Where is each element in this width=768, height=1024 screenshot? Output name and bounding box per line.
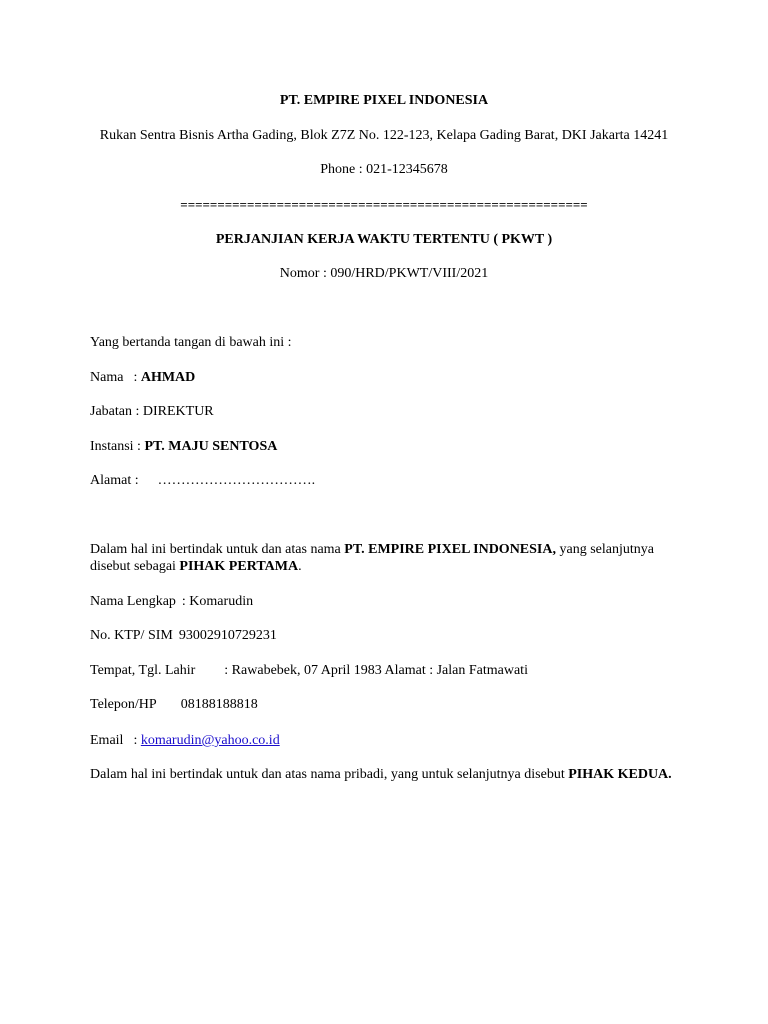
full-name-label: Nama Lengkap	[90, 594, 176, 609]
institution-label: Instansi :	[90, 439, 141, 454]
phone-label: Telepon/HP	[90, 697, 157, 712]
birth-value: : Rawabebek, 07 April 1983 Alamat : Jalan Fatmawati	[224, 663, 528, 678]
second-party-email-row	[90, 732, 280, 750]
second-party-name-row	[90, 593, 253, 611]
second-party-id-row	[90, 627, 277, 645]
email-link[interactable]: komarudin@yahoo.co.id	[140, 733, 280, 748]
phone-value: 08188188818	[180, 697, 258, 712]
document-number: Nomor : 090/HRD/PKWT/VIII/2021	[279, 266, 489, 281]
name-label: Nama	[90, 370, 124, 385]
first-party-name-row	[90, 369, 195, 387]
id-value: 93002910729231	[178, 628, 277, 643]
second-party-phone-row	[90, 696, 258, 714]
statement-mid: yang selanjutnya disebut sebagai	[90, 542, 654, 574]
address-value: …………………………….	[157, 473, 316, 488]
document-title-text: PERJANJIAN KERJA WAKTU TERTENTU ( PKWT )	[215, 232, 553, 247]
name-value: AHMAD	[140, 370, 196, 385]
document-title	[0, 231, 768, 249]
second-party-statement	[90, 766, 672, 784]
company-name	[0, 92, 768, 110]
birth-label: Tempat, Tgl. Lahir	[90, 663, 196, 678]
second-party-birth-row	[90, 662, 528, 680]
intro-text: Yang bertanda tangan di bawah ini :	[90, 335, 292, 350]
second-statement-text: Dalam hal ini bertindak untuk dan atas nama pribadi, yang untuk selanjutnya disebut	[90, 767, 569, 782]
statement-company: PT. EMPIRE PIXEL INDONESIA,	[344, 542, 556, 557]
first-party-address-row	[90, 472, 315, 490]
institution-value: PT. MAJU SENTOSA	[144, 439, 278, 454]
company-name-text: PT. EMPIRE PIXEL INDONESIA	[279, 93, 489, 108]
full-name-value: : Komarudin	[181, 594, 254, 609]
statement-role: PIHAK PERTAMA	[179, 559, 299, 574]
company-address: Rukan Sentra Bisnis Artha Gading, Blok Z7Z No. 122-123, Kelapa Gading Barat, DKI Jakarta 14241	[99, 128, 669, 143]
email-label: Email	[90, 733, 124, 748]
header-separator	[0, 196, 768, 214]
statement-end: .	[298, 559, 302, 574]
separator-text: =======================================================	[180, 197, 588, 212]
first-party-statement	[90, 541, 680, 575]
id-label: No. KTP/ SIM	[90, 628, 173, 643]
second-statement-role: PIHAK KEDUA.	[568, 767, 672, 782]
company-phone: Phone : 021-12345678	[320, 162, 448, 177]
address-label: Alamat :	[90, 473, 139, 488]
email-separator: :	[133, 733, 138, 748]
first-party-position-row: Jabatan : DIREKTUR	[90, 404, 214, 419]
statement-text: Dalam hal ini bertindak untuk dan atas nama	[90, 542, 345, 557]
first-party-institution-row	[90, 438, 277, 456]
name-separator: :	[133, 370, 138, 385]
